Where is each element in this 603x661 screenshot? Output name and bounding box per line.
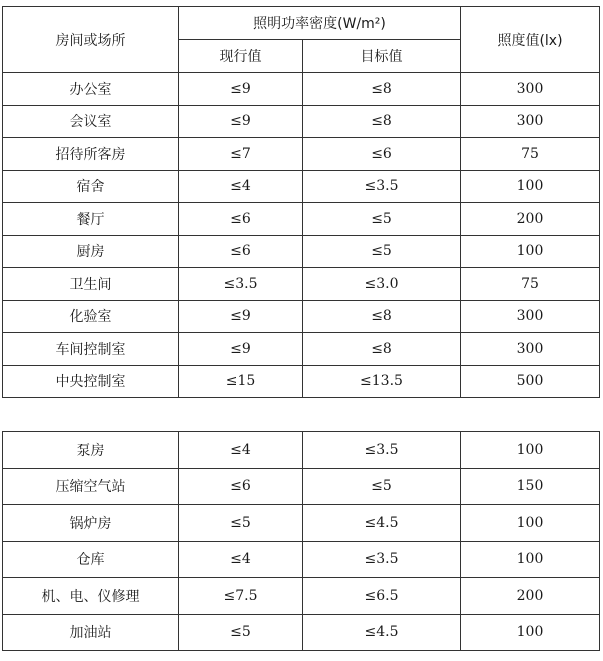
table-row <box>3 235 600 268</box>
current-value-cell: ≤7.5 <box>179 578 303 615</box>
illuminance-cell: 100 <box>461 541 600 578</box>
table-row <box>3 432 600 469</box>
room-cell: 办公室 <box>3 73 179 106</box>
room-cell: 压缩空气站 <box>3 468 179 505</box>
illuminance-cell: 100 <box>461 235 600 268</box>
header-room: 房间或场所 <box>3 7 179 73</box>
current-value-cell: ≤9 <box>179 300 303 333</box>
room-cell: 宿舍 <box>3 170 179 203</box>
current-value-cell: ≤4 <box>179 432 303 469</box>
table-row <box>3 138 600 171</box>
target-value-cell: ≤3.5 <box>303 432 461 469</box>
table-row <box>3 300 600 333</box>
header-current: 现行值 <box>179 40 303 73</box>
target-value-cell: ≤6 <box>303 138 461 171</box>
table-row <box>3 578 600 615</box>
illuminance-cell: 100 <box>461 170 600 203</box>
illuminance-cell: 75 <box>461 268 600 301</box>
illuminance-cell: 100 <box>461 614 600 651</box>
room-cell: 餐厅 <box>3 203 179 236</box>
current-value-cell: ≤6 <box>179 203 303 236</box>
room-cell: 仓库 <box>3 541 179 578</box>
table-row <box>3 365 600 398</box>
illuminance-cell: 150 <box>461 468 600 505</box>
current-value-cell: ≤6 <box>179 235 303 268</box>
current-value-cell: ≤5 <box>179 505 303 542</box>
target-value-cell: ≤4.5 <box>303 505 461 542</box>
current-value-cell: ≤7 <box>179 138 303 171</box>
room-cell: 招待所客房 <box>3 138 179 171</box>
target-value-cell: ≤4.5 <box>303 614 461 651</box>
room-cell: 机、电、仪修理 <box>3 578 179 615</box>
target-value-cell: ≤6.5 <box>303 578 461 615</box>
target-value-cell: ≤13.5 <box>303 365 461 398</box>
table-row <box>3 73 600 106</box>
target-value-cell: ≤3.5 <box>303 170 461 203</box>
illuminance-cell: 300 <box>461 73 600 106</box>
lighting-table-part1 <box>2 6 600 398</box>
target-value-cell: ≤5 <box>303 203 461 236</box>
target-value-cell: ≤3.0 <box>303 268 461 301</box>
illuminance-cell: 100 <box>461 432 600 469</box>
table-row <box>3 505 600 542</box>
illuminance-cell: 100 <box>461 505 600 542</box>
table-row <box>3 333 600 366</box>
target-value-cell: ≤5 <box>303 235 461 268</box>
room-cell: 加油站 <box>3 614 179 651</box>
illuminance-cell: 500 <box>461 365 600 398</box>
illuminance-cell: 200 <box>461 578 600 615</box>
current-value-cell: ≤9 <box>179 73 303 106</box>
target-value-cell: ≤5 <box>303 468 461 505</box>
illuminance-cell: 300 <box>461 105 600 138</box>
header-lpd: 照明功率密度(W/m²) <box>179 7 461 40</box>
room-cell: 卫生间 <box>3 268 179 301</box>
table-row <box>3 468 600 505</box>
room-cell: 会议室 <box>3 105 179 138</box>
room-cell: 厨房 <box>3 235 179 268</box>
current-value-cell: ≤3.5 <box>179 268 303 301</box>
current-value-cell: ≤6 <box>179 468 303 505</box>
current-value-cell: ≤9 <box>179 333 303 366</box>
room-cell: 中央控制室 <box>3 365 179 398</box>
room-cell: 锅炉房 <box>3 505 179 542</box>
table-row <box>3 203 600 236</box>
table-row <box>3 170 600 203</box>
target-value-cell: ≤8 <box>303 73 461 106</box>
table-row <box>3 541 600 578</box>
table-row <box>3 614 600 651</box>
room-cell: 化验室 <box>3 300 179 333</box>
room-cell: 泵房 <box>3 432 179 469</box>
lighting-table-part2 <box>2 431 600 651</box>
current-value-cell: ≤9 <box>179 105 303 138</box>
current-value-cell: ≤4 <box>179 170 303 203</box>
illuminance-cell: 300 <box>461 300 600 333</box>
target-value-cell: ≤8 <box>303 333 461 366</box>
header-illuminance: 照度值(lx) <box>461 7 600 73</box>
room-cell: 车间控制室 <box>3 333 179 366</box>
illuminance-cell: 75 <box>461 138 600 171</box>
illuminance-cell: 300 <box>461 333 600 366</box>
target-value-cell: ≤8 <box>303 300 461 333</box>
illuminance-cell: 200 <box>461 203 600 236</box>
table-row <box>3 268 600 301</box>
target-value-cell: ≤8 <box>303 105 461 138</box>
target-value-cell: ≤3.5 <box>303 541 461 578</box>
table-row <box>3 105 600 138</box>
current-value-cell: ≤5 <box>179 614 303 651</box>
current-value-cell: ≤4 <box>179 541 303 578</box>
header-target: 目标值 <box>303 40 461 73</box>
current-value-cell: ≤15 <box>179 365 303 398</box>
